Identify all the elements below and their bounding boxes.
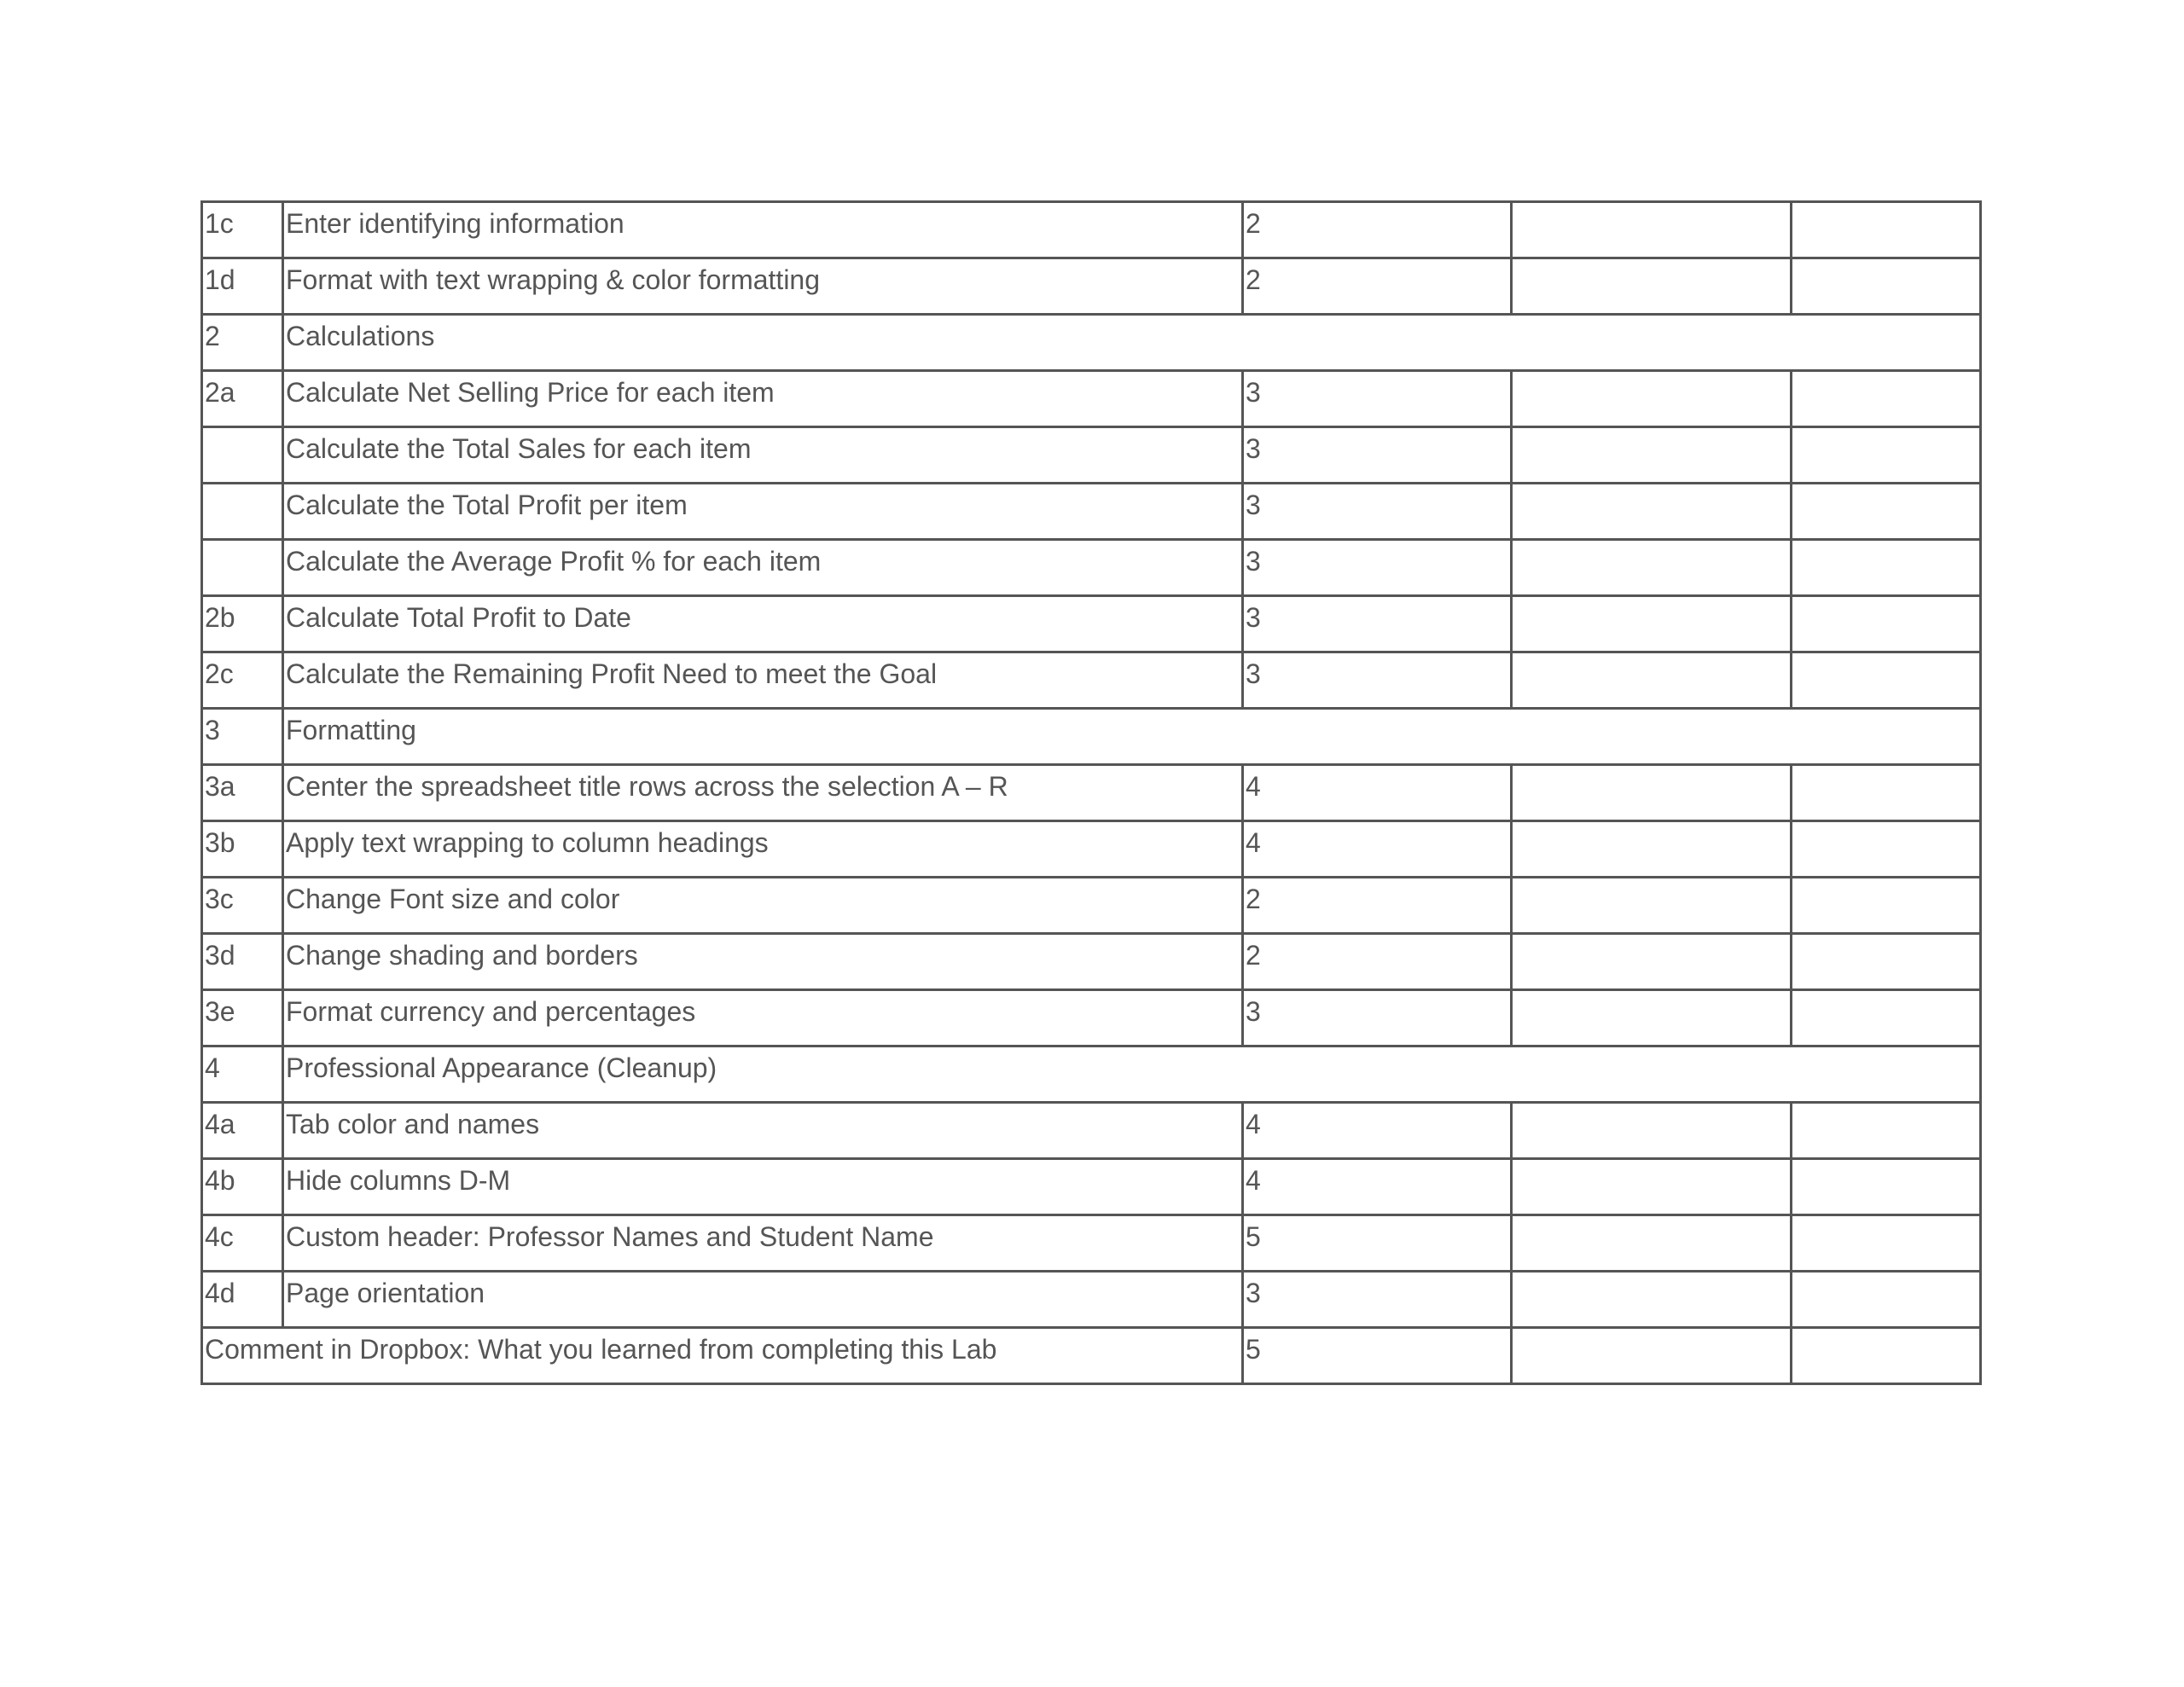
comments-cell [1792,765,1981,821]
task-cell [283,1103,1243,1159]
section-row [202,709,1981,765]
item-id-cell [202,427,283,484]
task-cell-text: Apply text wrapping to column headings [286,827,769,858]
points-cell-text: 3 [1246,658,1261,689]
points-cell [1243,990,1512,1046]
points-cell-text: 2 [1246,940,1261,971]
comments-cell [1792,427,1981,484]
item-id-cell-text: 1c [205,208,234,239]
item-id-cell [202,990,283,1046]
points-cell-text: 4 [1246,771,1261,802]
comments-cell [1792,990,1981,1046]
item-id-cell-text: 4d [205,1278,235,1308]
score-cell [1512,202,1792,258]
task-cell-text: Change shading and borders [286,940,638,971]
table-row [202,1215,1981,1272]
score-cell [1512,878,1792,934]
points-cell-text: 2 [1246,884,1261,914]
item-id-cell [202,484,283,540]
section-title-cell [283,1046,1981,1103]
table-row [202,934,1981,990]
comments-cell [1792,484,1981,540]
section-title-cell-text: Professional Appearance (Cleanup) [286,1052,717,1083]
item-id-cell-text: 3c [205,884,234,914]
section-title-cell-text: Calculations [286,321,435,351]
task-cell-text: Custom header: Professor Names and Student Name [286,1221,934,1252]
score-cell [1512,484,1792,540]
score-cell [1512,540,1792,596]
points-cell [1243,427,1512,484]
task-cell-text: Format currency and percentages [286,996,696,1027]
item-id-cell [202,258,283,315]
score-cell [1512,934,1792,990]
comments-cell [1792,1103,1981,1159]
task-cell [283,821,1243,878]
comment-row [202,1328,1981,1384]
points-cell-text: 2 [1246,208,1261,239]
task-cell-text: Calculate the Total Sales for each item [286,433,752,464]
comments-cell [1792,258,1981,315]
task-cell [283,990,1243,1046]
table-row [202,371,1981,427]
points-cell [1243,652,1512,709]
points-cell-text: 4 [1246,827,1261,858]
points-cell [1243,484,1512,540]
points-cell [1243,596,1512,652]
task-cell [283,371,1243,427]
item-id-cell [202,596,283,652]
comments-cell [1792,821,1981,878]
item-id-cell-text: 3 [205,715,220,745]
points-cell-text: 3 [1246,490,1261,520]
item-id-cell [202,371,283,427]
points-cell [1243,1159,1512,1215]
rubric-table [200,200,1982,1385]
item-id-cell-text: 3b [205,827,235,858]
score-cell [1512,1328,1792,1384]
task-cell-text: Center the spreadsheet title rows across the selection A – R [286,771,1008,802]
task-cell [283,258,1243,315]
item-id-cell-text: 4a [205,1109,235,1139]
points-cell-text: 3 [1246,433,1261,464]
task-cell [283,878,1243,934]
task-cell-text: Calculate the Total Profit per item [286,490,688,520]
section-title-cell-text: Formatting [286,715,416,745]
section-row [202,315,1981,371]
score-cell [1512,1103,1792,1159]
points-cell-text: 4 [1246,1165,1261,1196]
task-cell-text: Change Font size and color [286,884,620,914]
points-cell-text: 5 [1246,1334,1261,1365]
score-cell [1512,427,1792,484]
comments-cell [1792,1272,1981,1328]
item-id-cell [202,765,283,821]
task-cell [283,765,1243,821]
comments-cell [1792,202,1981,258]
item-id-cell-text: 3a [205,771,235,802]
item-id-cell-text: 4b [205,1165,235,1196]
item-id-cell-text: 4 [205,1052,220,1083]
task-cell-text: Calculate Total Profit to Date [286,602,631,633]
item-id-cell [202,652,283,709]
points-cell [1243,371,1512,427]
task-cell-text: Page orientation [286,1278,485,1308]
task-cell-text: Calculate the Average Profit % for each item [286,546,822,577]
comment-task-cell-text: Comment in Dropbox: What you learned from completing this Lab [205,1334,997,1365]
table-row [202,202,1981,258]
table-row [202,427,1981,484]
item-id-cell [202,878,283,934]
item-id-cell [202,1159,283,1215]
score-cell [1512,652,1792,709]
task-cell [283,1159,1243,1215]
item-id-cell-text: 3e [205,996,235,1027]
task-cell [283,1215,1243,1272]
comments-cell [1792,652,1981,709]
comments-cell [1792,934,1981,990]
item-id-cell [202,540,283,596]
points-cell-text: 5 [1246,1221,1261,1252]
points-cell-text: 4 [1246,1109,1261,1139]
comments-cell [1792,1159,1981,1215]
rubric-body [202,202,1981,1384]
score-cell [1512,1215,1792,1272]
table-row [202,1159,1981,1215]
task-cell-text: Format with text wrapping & color formatting [286,264,821,295]
task-cell-text: Tab color and names [286,1109,540,1139]
table-row [202,484,1981,540]
table-row [202,652,1981,709]
task-cell-text: Calculate Net Selling Price for each item [286,377,775,408]
table-row [202,765,1981,821]
points-cell [1243,540,1512,596]
task-cell-text: Enter identifying information [286,208,624,239]
item-id-cell [202,1046,283,1103]
table-row [202,596,1981,652]
table-row [202,1272,1981,1328]
section-title-cell [283,709,1981,765]
points-cell-text: 3 [1246,377,1261,408]
score-cell [1512,990,1792,1046]
score-cell [1512,821,1792,878]
item-id-cell [202,709,283,765]
comments-cell [1792,540,1981,596]
score-cell [1512,371,1792,427]
points-cell-text: 3 [1246,602,1261,633]
item-id-cell [202,315,283,371]
section-row [202,1046,1981,1103]
points-cell [1243,821,1512,878]
comment-task-cell [202,1328,1243,1384]
item-id-cell [202,1272,283,1328]
table-row [202,990,1981,1046]
task-cell [283,540,1243,596]
item-id-cell-text: 3d [205,940,235,971]
table-row [202,540,1981,596]
task-cell [283,484,1243,540]
score-cell [1512,765,1792,821]
score-cell [1512,1159,1792,1215]
score-cell [1512,596,1792,652]
item-id-cell [202,821,283,878]
task-cell [283,652,1243,709]
points-cell-text: 3 [1246,996,1261,1027]
item-id-cell-text: 2 [205,321,220,351]
points-cell [1243,258,1512,315]
table-row [202,821,1981,878]
points-cell-text: 3 [1246,546,1261,577]
task-cell [283,934,1243,990]
item-id-cell-text: 2b [205,602,235,633]
section-title-cell [283,315,1981,371]
table-row [202,878,1981,934]
item-id-cell-text: 2a [205,377,235,408]
task-cell [283,596,1243,652]
task-cell [283,202,1243,258]
item-id-cell-text: 2c [205,658,234,689]
task-cell-text: Calculate the Remaining Profit Need to meet the Goal [286,658,938,689]
item-id-cell-text: 1d [205,264,235,295]
item-id-cell-text: 4c [205,1221,234,1252]
score-cell [1512,1272,1792,1328]
item-id-cell-text [205,541,282,546]
comments-cell [1792,1328,1981,1384]
comments-cell [1792,596,1981,652]
score-cell [1512,258,1792,315]
task-cell [283,1272,1243,1328]
points-cell [1243,1328,1512,1384]
comments-cell [1792,1215,1981,1272]
item-id-cell-text [205,428,282,433]
item-id-cell-text [205,484,282,490]
item-id-cell [202,202,283,258]
comments-cell [1792,371,1981,427]
points-cell-text: 3 [1246,1278,1261,1308]
points-cell [1243,202,1512,258]
task-cell [283,427,1243,484]
points-cell [1243,1103,1512,1159]
points-cell-text: 2 [1246,264,1261,295]
points-cell [1243,1215,1512,1272]
item-id-cell [202,934,283,990]
points-cell [1243,765,1512,821]
item-id-cell [202,1215,283,1272]
points-cell [1243,934,1512,990]
comments-cell [1792,878,1981,934]
points-cell [1243,878,1512,934]
task-cell-text: Hide columns D-M [286,1165,511,1196]
item-id-cell [202,1103,283,1159]
table-row [202,258,1981,315]
table-row [202,1103,1981,1159]
points-cell [1243,1272,1512,1328]
